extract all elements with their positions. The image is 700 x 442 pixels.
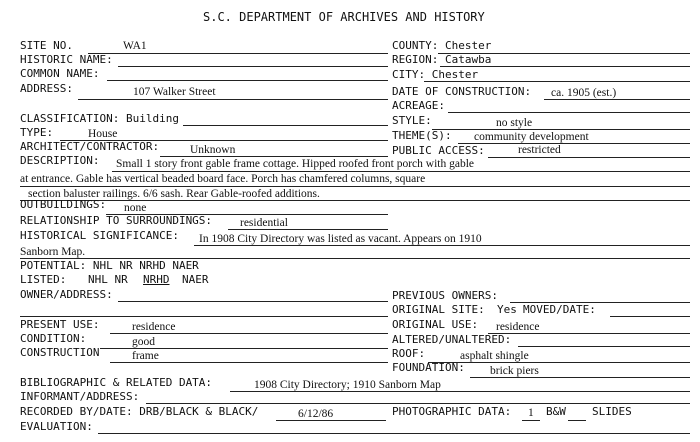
- altered-label: ALTERED/UNALTERED:: [392, 333, 512, 346]
- date-value: ca. 1905 (est.): [551, 87, 617, 99]
- photo-line: [522, 420, 540, 421]
- style-line: [432, 129, 690, 130]
- theme-value: community development: [474, 131, 589, 143]
- construction-label: CONSTRUCTION: [20, 346, 100, 359]
- type-value: House: [88, 128, 118, 140]
- potential-field: POTENTIAL: NHL NR NRHD NAER: [20, 259, 199, 272]
- region-field: REGION: Catawba: [392, 53, 492, 66]
- style-label: STYLE:: [392, 114, 432, 127]
- roof-value: asphalt shingle: [460, 350, 529, 362]
- address-label: ADDRESS:: [20, 82, 73, 95]
- listed-nrhd: NRHD: [143, 273, 170, 286]
- relationship-label: RELATIONSHIP TO SURROUNDINGS:: [20, 214, 213, 227]
- description-rule-2: [20, 186, 690, 187]
- address-value: 107 Walker Street: [133, 86, 216, 98]
- significance-line-2: Sanborn Map.: [20, 246, 86, 258]
- address-line: [78, 99, 388, 100]
- foundation-label: FOUNDATION:: [392, 361, 465, 374]
- construction-value: frame: [132, 350, 159, 362]
- style-value: no style: [496, 117, 533, 129]
- common-name-label: COMMON NAME:: [20, 67, 100, 80]
- significance-line-1: In 1908 City Directory was listed as vacant. Appears on 1910: [199, 233, 482, 245]
- owner-line: [118, 301, 388, 302]
- condition-line: [100, 348, 388, 349]
- theme-label: THEME(S):: [392, 129, 452, 142]
- moved-line: [610, 316, 690, 317]
- evaluation-label: EVALUATION:: [20, 420, 93, 433]
- listed-label: LISTED:: [20, 273, 67, 286]
- date-label: DATE OF CONSTRUCTION:: [392, 85, 532, 98]
- recorded-date: 6/12/86: [298, 408, 334, 420]
- description-line-1: Small 1 story front gable frame cottage. Hipped roofed front porch with gable: [116, 158, 474, 170]
- recorded-label: RECORDED BY/DATE: DRB/BLACK & BLACK/: [20, 405, 259, 418]
- description-line-2: at entrance. Gable has vertical beaded board face. Porch has chamfered columns, square: [20, 173, 426, 185]
- description-label: DESCRIPTION:: [20, 154, 100, 167]
- original-site-label: ORIGINAL SITE:: [392, 303, 485, 316]
- acreage-line: [448, 112, 690, 113]
- acreage-label: ACREAGE:: [392, 99, 445, 112]
- county-field: COUNTY: Chester: [392, 39, 492, 52]
- listed-naer: NAER: [182, 273, 209, 286]
- original-site-value: Yes: [497, 303, 517, 316]
- form-header: S.C. DEPARTMENT OF ARCHIVES AND HISTORY: [203, 10, 485, 24]
- access-line: [488, 157, 690, 158]
- moved-label: MOVED/DATE:: [523, 303, 596, 316]
- roof-line: [428, 362, 690, 363]
- city-field: CITY: Chester: [392, 68, 479, 81]
- significance-label: HISTORICAL SIGNIFICANCE:: [20, 229, 179, 242]
- roof-label: ROOF:: [392, 347, 426, 360]
- construction-line: [110, 362, 388, 363]
- original-use-line: [488, 333, 690, 334]
- historic-name-label: HISTORIC NAME:: [20, 53, 113, 66]
- theme-line: [458, 143, 690, 144]
- present-use-label: PRESENT USE:: [20, 318, 100, 331]
- significance-rule-1: [194, 245, 690, 246]
- classification-field: CLASSIFICATION: Building: [20, 112, 179, 125]
- informant-label: INFORMANT/ADDRESS:: [20, 390, 140, 403]
- description-rule-1: [112, 171, 690, 172]
- architect-label: ARCHITECT/CONTRACTOR:: [20, 140, 160, 153]
- site-no-line: [88, 53, 388, 54]
- recorded-line: [276, 420, 386, 421]
- bw-label: B&W: [546, 405, 566, 418]
- classification-line: [183, 125, 388, 126]
- condition-value: good: [132, 336, 155, 348]
- altered-line: [518, 346, 690, 347]
- original-use-label: ORIGINAL USE:: [392, 318, 479, 331]
- site-no-value: WA1: [123, 40, 147, 52]
- date-line: [544, 99, 690, 100]
- access-value: restricted: [518, 144, 561, 156]
- common-name-line: [107, 80, 388, 81]
- type-label: TYPE:: [20, 126, 54, 139]
- original-use-value: residence: [496, 321, 540, 333]
- access-label: PUBLIC ACCESS:: [392, 144, 485, 157]
- evaluation-line: [98, 433, 690, 434]
- relationship-line: [228, 229, 388, 230]
- description-rule-3: [20, 200, 690, 201]
- city-line: [424, 81, 690, 82]
- foundation-line: [470, 377, 690, 378]
- listed-nhl-nr: NHL NR: [88, 273, 128, 286]
- description-line-3: section baluster railings. 6/6 sash. Rear Gable-roofed additions.: [28, 188, 320, 200]
- informant-line: [146, 403, 690, 404]
- historic-name-line: [118, 66, 388, 67]
- architect-value: Unknown: [190, 144, 236, 156]
- present-use-line: [110, 333, 388, 334]
- biblio-value: 1908 City Directory; 1910 Sanborn Map: [254, 379, 441, 391]
- outbuildings-label: OUTBUILDINGS:: [20, 198, 107, 211]
- outbuildings-value: none: [124, 202, 147, 214]
- condition-label: CONDITION:: [20, 332, 87, 345]
- photo-value: 1: [528, 407, 534, 419]
- owner-label: OWNER/ADDRESS:: [20, 288, 113, 301]
- bw-line: [568, 420, 586, 421]
- foundation-value: brick piers: [490, 365, 539, 377]
- biblio-label: BIBLIOGRAPHIC & RELATED DATA:: [20, 376, 213, 389]
- previous-owners-label: PREVIOUS OWNERS:: [392, 289, 498, 302]
- owner-line-2: [20, 316, 388, 317]
- relationship-value: residential: [240, 217, 288, 229]
- slides-label: SLIDES: [592, 405, 632, 418]
- present-use-value: residence: [132, 321, 176, 333]
- region-line: [440, 66, 690, 67]
- site-no-label: SITE NO.: [20, 39, 73, 52]
- photo-label: PHOTOGRAPHIC DATA:: [392, 405, 512, 418]
- biblio-line: [230, 391, 690, 392]
- architect-line: [160, 156, 388, 157]
